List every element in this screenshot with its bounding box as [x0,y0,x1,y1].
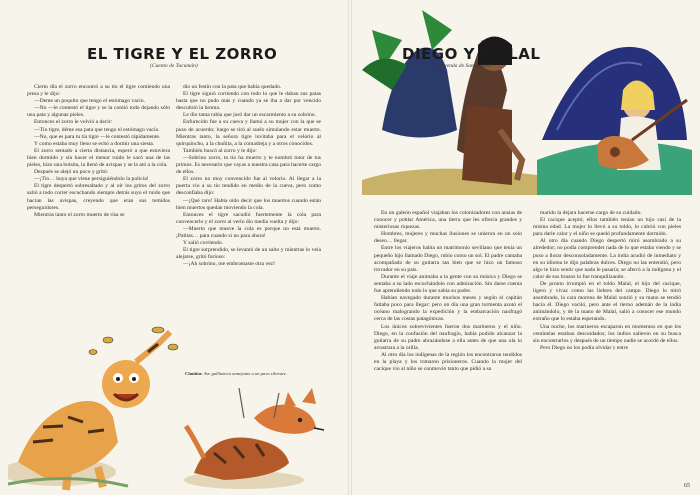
paragraph: —Muerto que mueve la cola es porque no está muerto. ¡Patitas… para cuando si no para ahora! [176,225,321,239]
footnote-definition: Ave gallinácea semejante a un pavo silvestre. [203,371,288,376]
paragraph: —¡Ah sobrino, me embromaste otra vez! [183,261,275,268]
paragraph: El zorro no muy convencido fue al velorio. Al llegar a la puerta vio a su tío tendido en medio de la cueva, pero como desconfiaba dijo: [176,176,321,197]
paragraph: —No —le contestó el tigre y se la comió todo dejando sólo una pata y algunas pieles. [27,105,170,119]
story-title-tiger-fox: EL TIGRE Y EL ZORRO [87,45,278,63]
paragraph: Durante el viaje animaba a la gente con su música y Diego se sentaba a su lado escuchándolo con admiración. Sin darse cuenta fue aprendiendo todo lo que sabía su padre. [374,273,522,295]
paragraph: Entre los viajeros había un matrimonio sevillano que tenía un pequeño hijo llamado Diego, rubio como un sol. El padre cantaba acompañado de su guitarra tan bien que se hizo un famoso trovador en su país. [374,245,522,273]
paragraph: Y como estaba muy lleno se echó a dormir una siesta. [34,140,155,147]
right-page [352,0,700,495]
paragraph: Cierto día el zorro encontró a su tío el tigre comiendo una presa y le dijo: [27,84,170,98]
paragraph: Habían navegado durante muchos meses y según el capitán faltaba poco para llegar: pero un día una gran tormenta azotó el océano malogrando la expedición y la embarcación naufragó cerca de las costas patagónicas. [374,295,522,323]
paragraph: —Deme un poquito que tengo el estómago vacío. [34,98,145,105]
indigenous-boy-illustration [362,10,537,195]
paragraph: El cacique aceptó; ellos también tenían un hijo casi de la misma edad. La mujer lo llevó a su toldo, lo cubrió con pieles para darle calor y el niño se quedó profundamente dormido. [533,217,681,238]
tiger-and-fox-illustration [8,322,184,492]
paragraph: También buscó al zorro y le dijo: [183,147,257,154]
paragraph: —Tío tigre, déme esa pata que tengo el estómago vacío. [34,126,160,133]
page-number: 65 [684,483,690,489]
paragraph: Mientras tanto el zorro muerto de risa se [34,211,125,218]
tent-and-guitar-illustration [537,10,692,195]
diego-malal-column-2 [533,210,681,480]
paragraph: Hombres, mujeres y muchas ilusiones se unieron en un solo deseo… llegar. [374,231,522,245]
paragraph: El tigre sorprendido, se levantó de un salto y mientras lo veía alejarse, gritó furioso: [176,247,321,261]
paragraph: Una noche, los marineros escaparon en momentos en que los centinelas estaban descuidados; los indios salieron en su busca sin encontrarlos y después de un tiempo nadie se acordó de ellos. [533,323,681,344]
paragraph: Al otro día cuando Diego despertó miró asombrado a su alrededor; no podía comprender nada de lo que estaba viendo y se puso a llorar desconsoladamente. La india acudió de inmediato y en su idioma le dijo palabras dulces. Diego no las entendió, pero algo le hizo sentir que nada le pasaría; se aferró a la indígena y el calor de sus brazos lo fue tranquilizando. [533,238,681,280]
paragraph: El zorro sentado a cierta distancia, esperó a que estuviera bien dormido y sin hacer el menor ruido le sacó una de las pieles, hizo una bolsita, la llenó de avispas y se la ató a la cola. [27,147,170,169]
paragraph: Le dio tanta rabia que juró dar un escarmiento a su sobrino. [183,112,316,119]
paragraph: Al otro día los indígenas de la región los encontraron tendidos en la playa y los tomaron prisioneros. Cuando la mujer del cacique vio al niño se conmovió tanto que pidió a su [374,351,522,373]
paragraph: Entonces el zorro le volvió a decir: [34,119,113,126]
paragraph: El tigre siguió corriendo con todo lo que le daban sus patas hasta que no pudo más y cuando ya se iba a dar por vencido descubrió la broma. [176,91,321,112]
paragraph: En un galeón español viajaban los colonizadores con ansias de conocer y poblar América, una tierra que les ofrecía grandes y misteriosas riquezas. [374,210,522,231]
paragraph: —Sobrino zorro, tu tío ha muerto y te nombró tutor de tus primos. Es necesario que vayas a nuestra casa para hacerte cargo de ellos. [176,154,321,176]
paragraph: Pero Diego no los podía olvidar y entre [540,344,629,351]
paragraph: Enfurecido fue a su cueva y llamó a su mujer con la que se puso de acuerdo; luego se tiró al suelo simulando estar muerto. Mientras tanto, la señora tigre invitaba para el velorio al quirquincho, a la chuñita, a la comadreja y a otros conocidos. [176,119,321,147]
tiger-fox-column-1 [27,84,170,314]
paragraph: De pronto irrumpió en el toldo Malal, el hijo del cacique, ligero y vivaz como las liebres del campo. Diego lo miró asombrado, la cara morena de Malal sonrió y su mano se tendió hacia él. Diego vaciló, pero ante el tierno ademán de la india animándolo, y de la mano de Malal, salió a conocer ese mundo extraño que lo estaba esperando. [533,280,681,323]
story-title-diego-malal: DIEGO Y MALAL [402,45,541,63]
paragraph: Y salió corriendo. [183,240,224,247]
diego-malal-column-1 [374,210,522,480]
sleeping-tiger-illustration [184,378,334,490]
story-subtitle-diego-malal: (Leyenda de Santa Cruz) [437,63,492,69]
paragraph: El tigre despertó sobresaltado y al oír los gritos del zorro salió a todo correr escuchando siempre detrás suyo el ruido que hacían las avispas, creyendo que eran sus temidos perseguidores. [27,183,170,211]
paragraph: marido la dejara hacerse cargo de su cuidado. [540,210,642,216]
tiger-fox-column-2 [176,84,321,367]
paragraph: —¡Tío… huya que viene persiguiéndolo la policía! [34,176,149,183]
paragraph: Entonces el tigre sacudió fuertemente la cola para convencerlo y el zorro al verlo dio media vuelta y dijo: [176,211,321,225]
footnote-term: Chuñita: [185,371,203,376]
story-subtitle-tiger-fox: (Cuento de Tucumán) [150,63,198,69]
chunita-footnote [185,371,335,377]
paragraph: —¡Qué raro! Había oído decir que los muertos cuando están bien muertos quedan moviendo la cola. [176,197,321,211]
left-page [0,0,348,495]
paragraph: dio un festín con la pata que había quedado. [183,84,282,90]
paragraph: Los únicos sobrevivientes fueron dos marineros y el niño. Diego, en la confusión del naufragio, había podido alcanzar la guitarra de su padre abrazándose a ella antes de que una ola lo arrastrara a la orilla. [374,323,522,351]
paragraph: Después se alejó un poco y gritó: [34,169,109,176]
paragraph: —No, que es para tu tía tigre —le contestó rápidamente. [34,133,161,140]
